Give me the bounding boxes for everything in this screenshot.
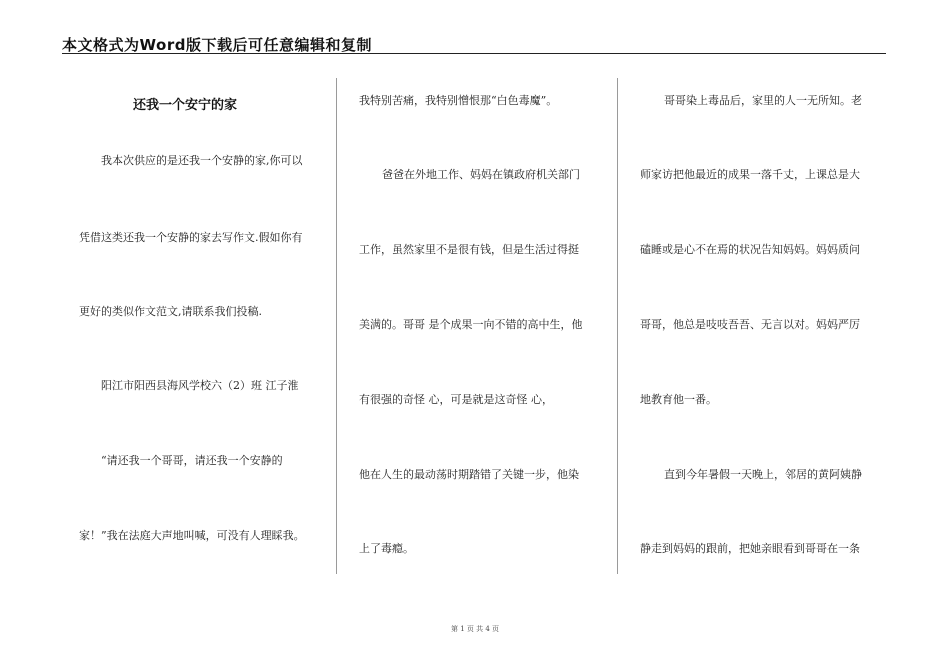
column-1-line: 凭借这类还我一个安静的家去写作文.假如你有	[79, 231, 303, 244]
column-1-line: 家！”我在法庭大声地叫喊，可没有人理睬我。	[79, 529, 305, 542]
column-1-line: 我本次供应的是还我一个安静的家,你可以	[101, 154, 303, 167]
document-title: 还我一个安宁的家	[133, 98, 238, 113]
column-3-line: 师家访把他最近的成果一落千丈，上课总是大	[640, 168, 860, 181]
column-2-line: 工作，虽然家里不是很有钱，但是生活过得挺	[359, 243, 579, 256]
column-2-line: 上了毒瘾。	[359, 542, 414, 555]
column-1-line: 更好的类似作文范文,请联系我们投稿.	[79, 305, 262, 318]
column-2-line: 有很强的奇怪 心，可是就是这奇怪 心，	[359, 393, 553, 406]
column-2-line: 爸爸在外地工作、妈妈在镇政府机关部门	[382, 168, 580, 181]
column-2-line: 他在人生的最动荡时期踏错了关键一步，他染	[359, 468, 579, 481]
page-number: 第 1 页 共 4 页	[450, 625, 500, 633]
column-3-line: 直到今年暑假一天晚上，邻居的黄阿姨静	[664, 468, 862, 481]
banner-divider	[62, 53, 886, 54]
column-3-line: 哥哥染上毒品后，家里的人一无所知。老	[664, 94, 862, 107]
document-banner: 本文格式为Word版下载后可任意编辑和复制	[62, 36, 372, 54]
column-2-line: 我特别苦痛，我特别憎恨那“白色毒魔”。	[359, 94, 558, 107]
column-3-line: 磕睡或是心不在焉的状况告知妈妈。妈妈质问	[640, 243, 860, 256]
column-divider-1	[336, 78, 337, 574]
column-3-line: 地教育他一番。	[640, 393, 717, 406]
column-1-line: 阳江市阳西县海风学校六（2）班 江子淮	[101, 379, 299, 392]
column-1-line: “请还我一个哥哥，请还我一个安静的	[101, 454, 283, 467]
column-2-line: 美满的。哥哥 是个成果一向不错的高中生，他	[359, 318, 583, 331]
column-divider-2	[617, 78, 618, 574]
column-3-line: 哥哥，他总是吱吱吾吾、无言以对。妈妈严厉	[640, 318, 860, 331]
column-3-line: 静走到妈妈的跟前，把她亲眼看到哥哥在一条	[640, 542, 860, 555]
